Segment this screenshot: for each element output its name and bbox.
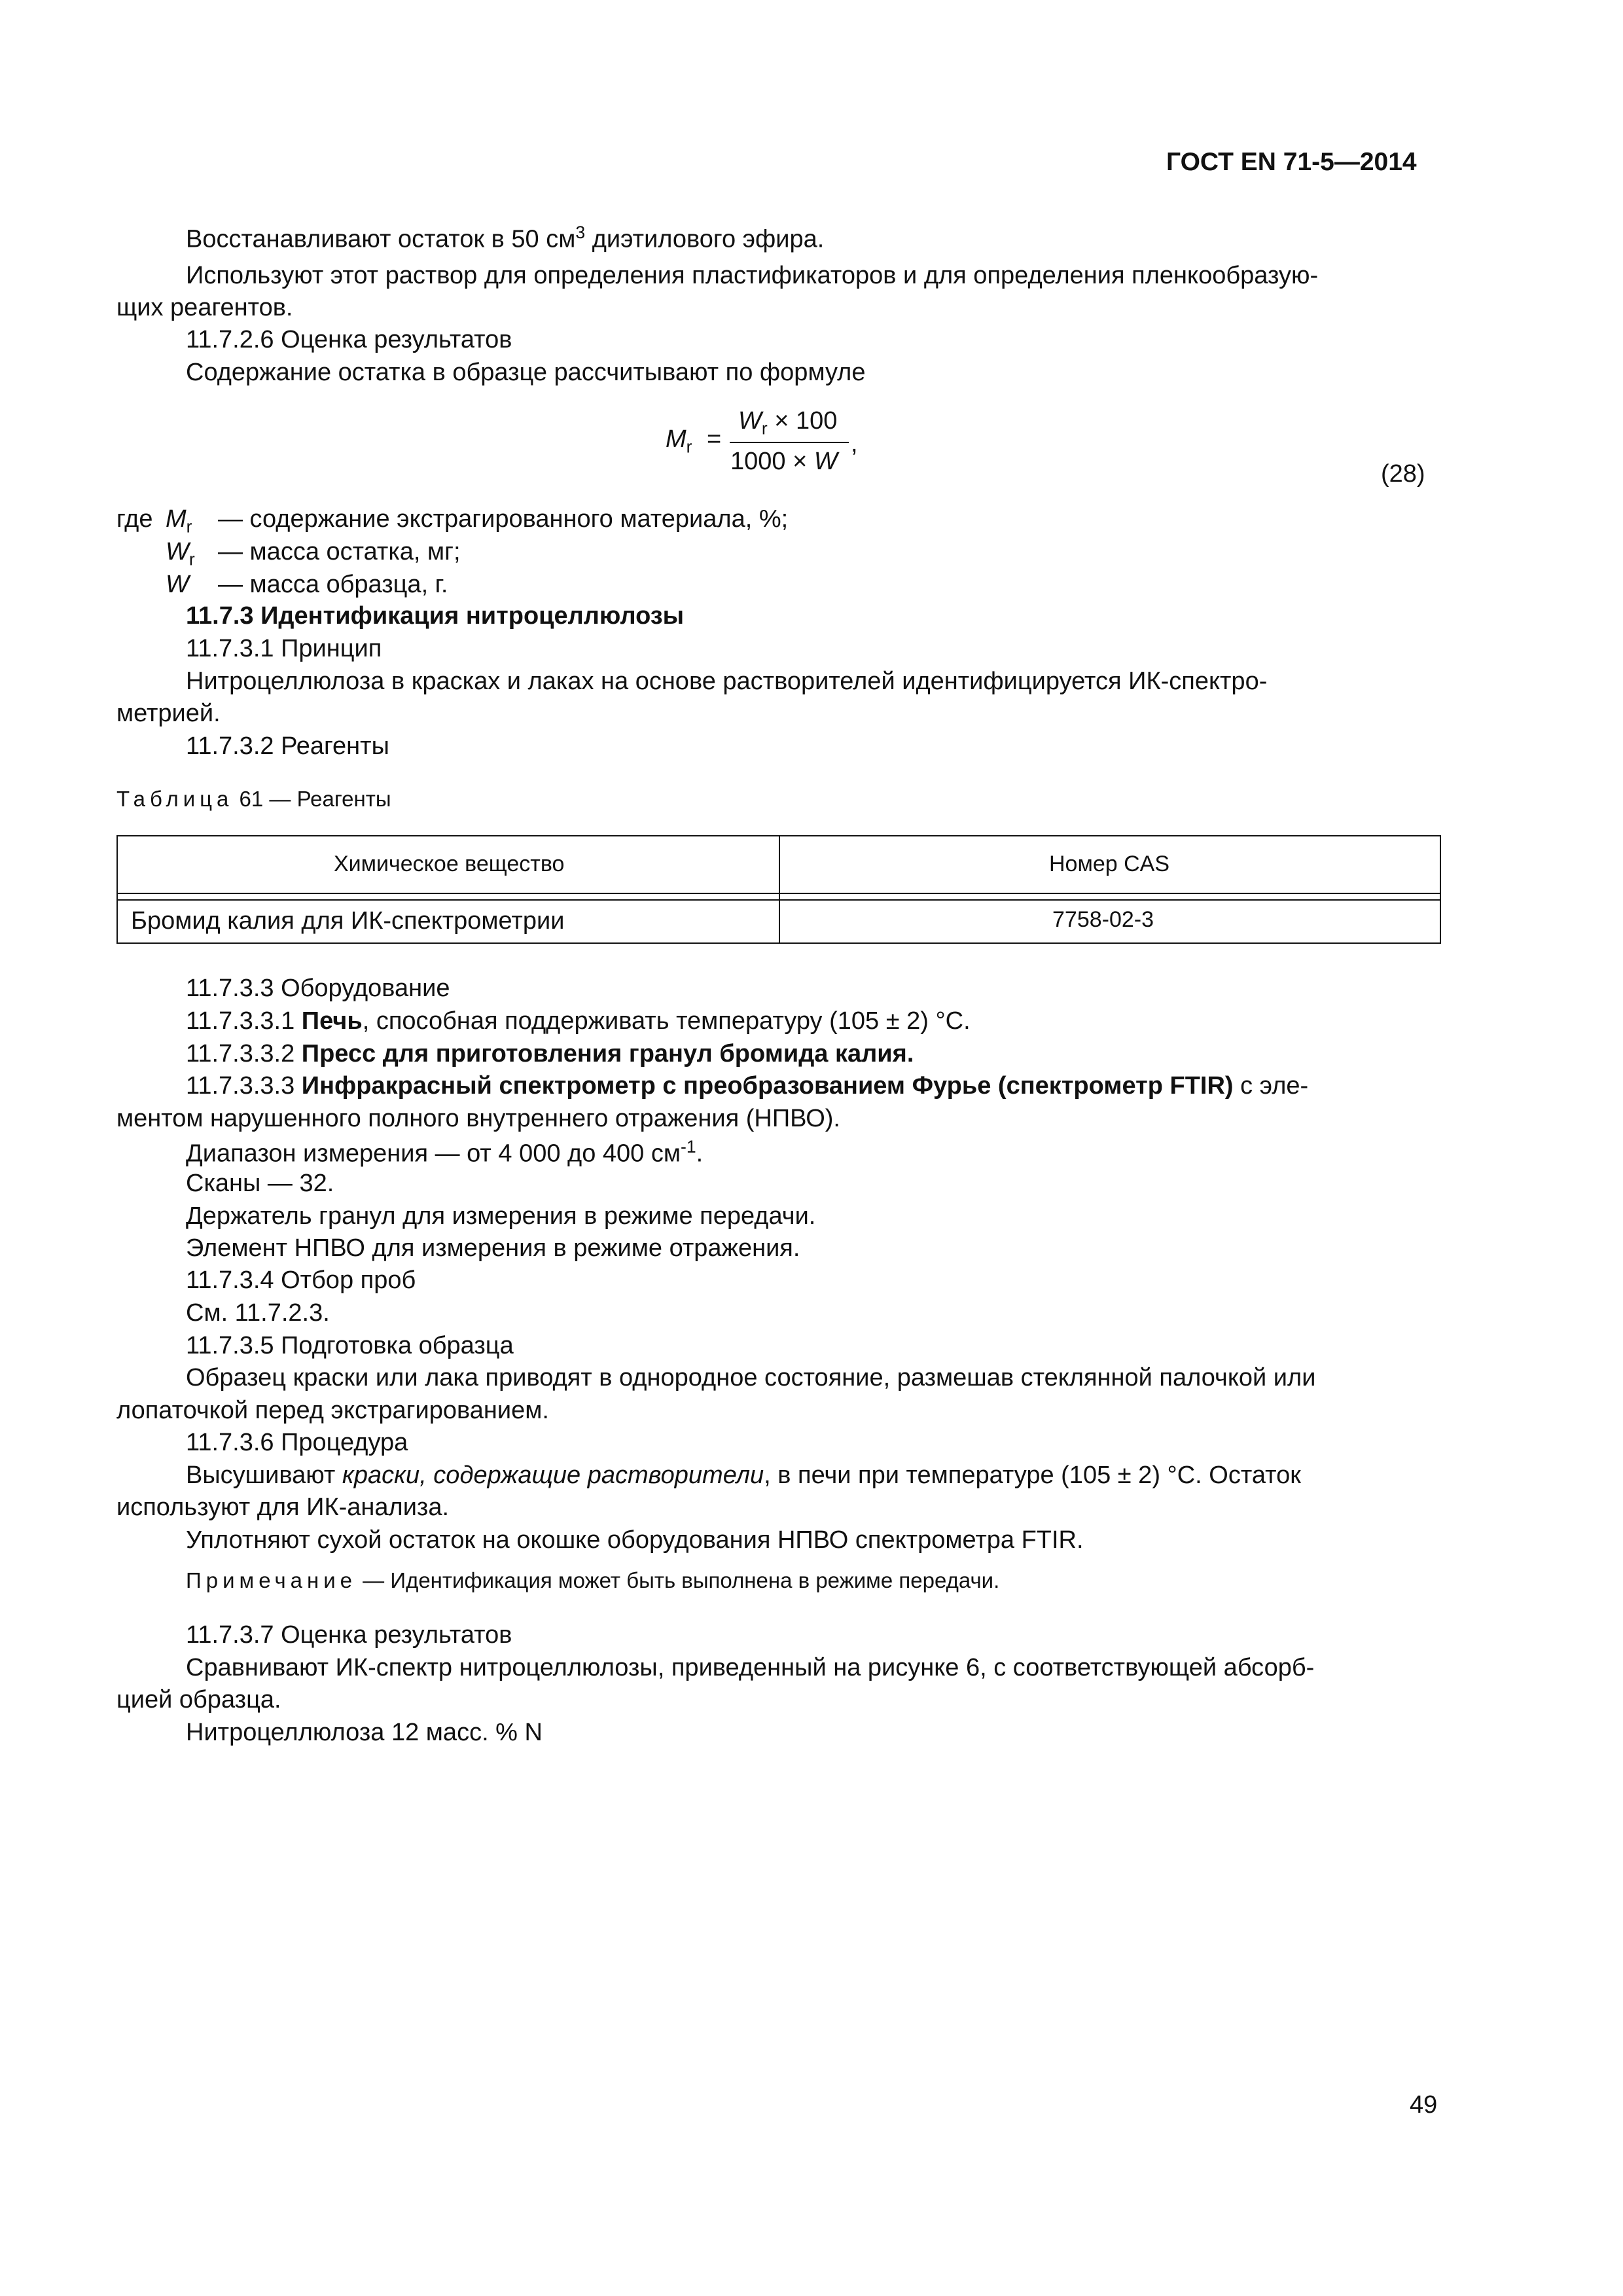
procedure-line1: Высушивают краски, содержащие растворители, в печи при температуре (105 ± 2) °С. Остаток [186,1462,1301,1489]
equipment-ftir-line2: ментом нарушенного полного внутреннего отражения (НПВО). [116,1105,840,1132]
page-number: 49 [1410,2091,1438,2119]
formula-numerator: $W_r \times 100$ [738,407,838,439]
where-symbol-w: W [166,571,189,598]
where-label: где [116,505,153,533]
where-symbol-wr: $W_r$ [166,538,195,569]
evaluation-line2: цией образца. [116,1686,281,1713]
scans: Сканы — 32. [186,1170,334,1197]
section-heading-11734: 11.7.3.4 Отбор проб [186,1266,416,1294]
evaluation-line3: Нитроцеллюлоза 12 масс. % N [186,1719,543,1746]
formula-comma: , [851,430,858,457]
formula-lhs: $M_r$ [666,425,692,457]
section-heading-11731: 11.7.3.1 Принцип [186,635,382,662]
table-header-cas: Номер CAS [1049,852,1170,876]
equipment-press: 11.7.3.3.2 Пресс для приготовления гранул бромида калия. [186,1040,914,1067]
formula-intro: Содержание остатка в образце рассчитывают по формуле [186,359,866,386]
equipment-oven: 11.7.3.3.1 Печь, способная поддерживать температуру (105 ± 2) °С. [186,1007,971,1035]
principle-line2: метрией. [116,700,221,727]
equipment-ftir: 11.7.3.3.3 Инфракрасный спектрометр с преобразованием Фурье (спектрометр FTIR) с эле- [186,1072,1309,1100]
evaluation-line1: Сравнивают ИК-спектр нитроцеллюлозы, приведенный на рисунке 6, с соответствующей абсорб- [186,1654,1315,1681]
fraction-bar [730,442,849,443]
sampling-text: См. 11.7.2.3. [186,1299,330,1327]
where-symbol-mr: $M_r$ [166,505,192,537]
preparation-line1: Образец краски или лака приводят в однородное состояние, размешав стеклянной палочкой или [186,1364,1316,1391]
paragraph-residue: Восстанавливают остаток в 50 $см^3$ диэтилового эфира. [186,223,825,253]
table-caption: Таблица 61 — Реагенты [116,787,391,811]
reagents-table [116,835,1441,944]
section-heading-11735: 11.7.3.5 Подготовка образца [186,1332,514,1359]
section-heading-11732: 11.7.3.2 Реагенты [186,732,389,760]
principle-line1: Нитроцеллюлоза в красках и лаках на основе растворителей идентифицируется ИК-спектро- [186,668,1268,695]
table-column-divider [779,835,780,944]
where-desc-mr: — содержание экстрагированного материала, %; [218,505,789,533]
measurement-range: Диапазон измерения — от 4 000 до 400 $см^{-1}$. [186,1137,704,1168]
section-heading-1173: 11.7.3 Идентификация нитроцеллюлозы [186,602,685,630]
table-header-substance: Химическое вещество [334,852,565,876]
paragraph-solution-line2: щих реагентов. [116,294,293,321]
section-heading-11733: 11.7.3.3 Оборудование [186,975,450,1002]
preparation-line2: лопаточкой перед экстрагированием. [116,1397,549,1424]
pellet-holder: Держатель гранул для измерения в режиме передачи. [186,1202,816,1230]
formula-denominator: 1000 × W [730,448,838,475]
formula-equals: = [707,425,722,453]
formula-number: (28) [1381,460,1425,488]
section-heading-11737: 11.7.3.7 Оценка результатов [186,1621,512,1649]
procedure-line2: используют для ИК-анализа. [116,1494,450,1521]
table-cell-substance: Бромид калия для ИК-спектрометрии [131,907,565,935]
where-desc-wr: — масса остатка, мг; [218,538,461,565]
where-desc-w: — масса образца, г. [218,571,448,598]
document-header: ГОСТ EN 71-5—2014 [1166,148,1417,176]
section-heading-11726: 11.7.2.6 Оценка результатов [186,326,512,353]
paragraph-solution-line1: Используют этот раствор для определения пластификаторов и для определения пленкообразую- [186,262,1319,289]
procedure-line3: Уплотняют сухой остаток на окошке оборудования НПВО спектрометра FTIR. [186,1526,1084,1554]
table-cell-cas: 7758-02-3 [1052,907,1154,932]
section-heading-11736: 11.7.3.6 Процедура [186,1429,408,1456]
atr-element: Элемент НПВО для измерения в режиме отражения. [186,1234,800,1262]
note: Примечание — Идентификация может быть выполнена в режиме передачи. [186,1568,1000,1592]
